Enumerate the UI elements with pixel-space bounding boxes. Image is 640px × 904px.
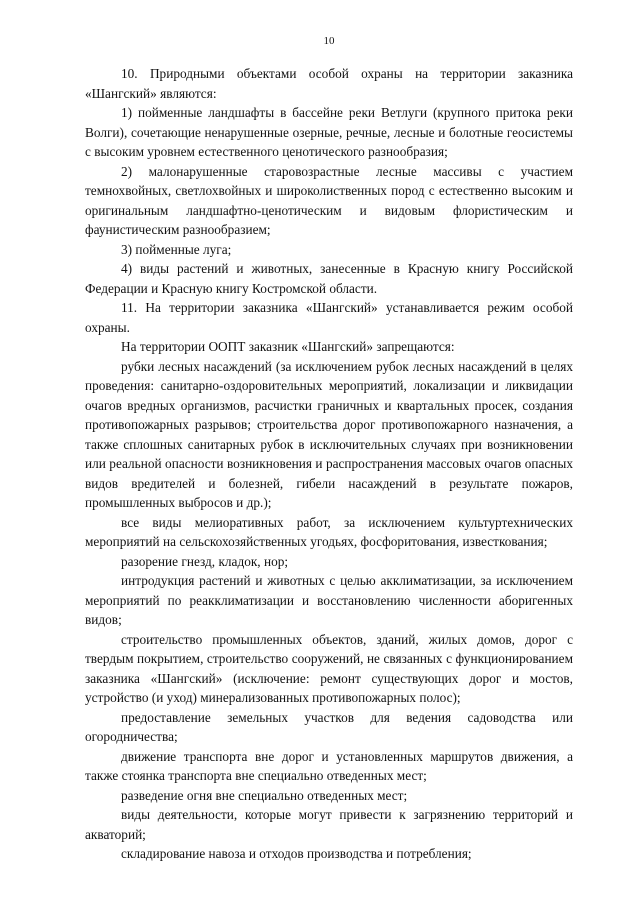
- page-number: 10: [323, 35, 335, 47]
- paragraph-10-heading: 10. Природными объектами особой охраны на территории заказника «Шангский» являются:: [85, 66, 573, 101]
- prohibition-off-road-traffic: движение транспорта вне дорог и установленных маршрутов движения, а также стоянка транспорта вне специально отведенных мест;: [85, 748, 573, 783]
- prohibition-logging: рубки лесных насаждений (за исключением рубок лесных насаждений в целях проведения: санитарно-оздоровительных мероприятий, локализации и ликвидации очагов вредных организмов, расчистки граничных и квартальных просек, создания противопожарных разрывов; строительства дорог противопожарного назначения, а также сплошных санитарных рубок в исключительных случаях при возникновении или реальной опасности возникновения и распространения массовых очагов опасных видов вредителей и болезней, гибели насаждений в результате пожаров, промышленных выбросов и др.);: [85, 358, 573, 510]
- prohibition-waste-storage: складирование навоза и отходов производства и потребления;: [121, 846, 472, 861]
- prohibition-introduction: интродукция растений и животных с целью акклиматизации, за исключением мероприятий по реакклиматизации и восстановлению численности аборигенных видов;: [85, 573, 573, 627]
- list-item-floodplain-meadows: 3) пойменные луга;: [121, 241, 232, 257]
- list-item-red-book-species: 4) виды растений и животных, занесенные в Красную книгу Российской Федерации и Красную книгу Костромской области.: [85, 261, 573, 296]
- prohibition-melioration: все виды мелиоративных работ, за исключением культуртехнических мероприятий на сельскохозяйственных угодьях, фосфоритования, известкования;: [85, 514, 573, 549]
- document-page: [85, 0, 573, 904]
- paragraph-11-heading: 11. На территории заказника «Шангский» устанавливается режим особой охраны.: [85, 300, 573, 335]
- list-item-floodplain-landscapes: 1) пойменные ландшафты в бассейне реки Ветлуги (крупного притока реки Волги), сочетающие ненарушенные озерные, речные, лесные и болотные геосистемы с высоким уровнем естественного ценотического разнообразия;: [85, 105, 573, 159]
- document-body: [85, 64, 573, 864]
- prohibition-land-allocation: предоставление земельных участков для ведения садоводства или огородничества;: [85, 709, 573, 744]
- prohibition-construction: строительство промышленных объектов, зданий, жилых домов, дорог с твердым покрытием, строительство сооружений, не связанных с функционированием заказника «Шангский» (исключение: ремонт существующих дорог и мостов, устройство (и уход) минерализованных противопожарных полос);: [85, 631, 573, 705]
- list-item-old-growth-forests: 2) малонарушенные старовозрастные лесные массивы с участием темнохвойных, светлохвойных и широколиственных пород с естественно высоким и оригинальным ландшафтно-ценотическим и видовым флористическим и фаунистическим разнообразием;: [85, 163, 573, 237]
- prohibitions-intro: На территории ООПТ заказник «Шангский» запрещаются:: [121, 339, 455, 354]
- prohibition-pollution: виды деятельности, которые могут привести к загрязнению территорий и акваторий;: [85, 807, 573, 842]
- prohibition-fires: разведение огня вне специально отведенных мест;: [121, 787, 408, 803]
- prohibition-nest-destruction: разорение гнезд, кладок, нор;: [121, 553, 289, 569]
